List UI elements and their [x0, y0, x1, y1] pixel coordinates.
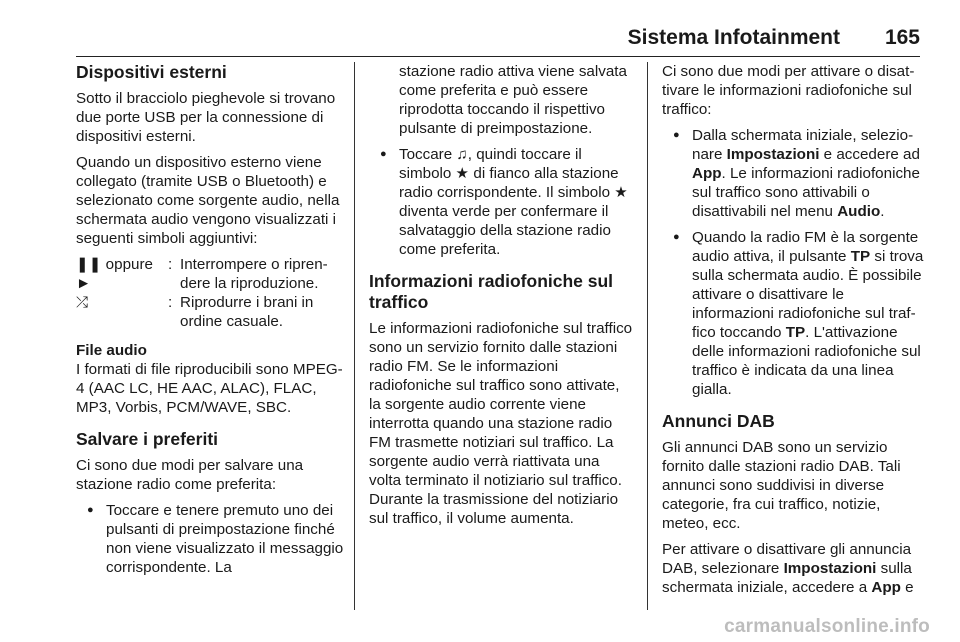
heading-file-audio: File audio [76, 342, 147, 359]
button-term: TP [785, 324, 806, 341]
paragraph-dab-1: Gli annunci DAB sono un servizio fornito dalle stazioni radio DAB. Tali annunci sono suddivisi in diverse categorie, fra cui traffico, notizie, meteo, ecc. [662, 439, 901, 532]
bullet-list [662, 126, 926, 399]
list-item: ● Toccare e tenere premuto uno dei pulsanti di preimpostazione finché non viene visualizzato il messaggio corrispondente. La [76, 501, 344, 577]
symbol-description: Interrompere o riprendere la riproduzione. [180, 256, 328, 292]
header-title: Sistema Infotainment [627, 26, 840, 49]
column-divider-2 [647, 62, 648, 610]
list-item: ● Dalla schermata iniziale, selezionare Impostazioni e accedere ad App. Le informazioni radiofoniche sul traffico sono attivabili o disattivabili nel menu Audio. [662, 126, 926, 221]
menu-term: Impostazioni [783, 560, 877, 577]
heading-informazioni-traffico: Informazioni radiofoniche sul traffico [369, 271, 614, 312]
menu-term: App [871, 579, 901, 596]
column-1 [76, 62, 344, 585]
bullet-list [369, 145, 635, 259]
paragraph-dispositivo-esterno: Quando un dispositivo esterno viene collegato (tramite USB o Bluetooth) e selezionato come sorgente audio, nella schermata audio vengono visualizzati i seguenti simboli aggiuntivi: [76, 154, 340, 247]
paragraph-usb: Sotto il bracciolo pieghevole si trovano due porte USB per la connessione di dispositivi esterni. [76, 90, 336, 145]
symbol-row: ❚❚ oppure ► : Interrompere o riprendere la riproduzione. [76, 255, 344, 293]
paragraph-modi-disattivare: Ci sono due modi per attivare o disattivare le informazioni radiofoniche sul traffico: [662, 63, 915, 118]
button-term: TP [850, 248, 871, 265]
paragraph-salvare: Ci sono due modi per salvare una stazione radio come preferita: [76, 457, 304, 493]
heading-annunci-dab: Annunci DAB [662, 411, 775, 431]
column-3 [662, 62, 926, 604]
list-item-continued: stazione radio attiva viene salvata come preferita e può essere riprodotta toccando il rispettivo pulsante di preimpostazione. [399, 63, 627, 137]
watermark: carmanualsonline.info [724, 616, 930, 637]
symbol-table [76, 255, 344, 331]
pause-play-icon: ❚❚ oppure ► [76, 256, 153, 292]
symbol-row: ⤮ : Riprodurre i brani in ordine casuale. [76, 293, 344, 331]
page-number: 165 [884, 26, 920, 49]
list-item: ● Toccare ♫, quindi toccare il simbolo ★ di fianco alla stazione radio corrispondente. Il simbolo ★ diventa verde per confermare il salvataggio della stazione radio come preferita. [369, 145, 635, 259]
symbol-description: Riprodurre i brani in ordine casuale. [180, 294, 314, 330]
heading-salvare-preferiti: Salvare i preferiti [76, 429, 219, 449]
menu-term: Audio [837, 203, 881, 220]
bullet-list [76, 501, 344, 577]
column-2 [369, 62, 635, 535]
page-header [76, 26, 920, 57]
heading-dispositivi-esterni: Dispositivi esterni [76, 62, 227, 82]
list-item: ● Quando la radio FM è la sorgente audio attiva, il pulsante TP si trova sulla schermata audio. È possibile attivare o disattivare le informazioni radiofoniche sul traffico toccando TP. L'attivazione delle informazioni radiofoniche sul traffico è indicata da una linea gialla. [662, 228, 926, 399]
menu-term: Impostazioni [726, 146, 820, 163]
paragraph-informazioni-traffico: Le informazioni radiofoniche sul traffico sono un servizio fornito dalle stazioni radio FM. Se le informazioni radiofoniche sul traffico sono attivate, la sorgente audio corrente viene interrotta quando una stazione radio FM trasmette notiziari sul traffico. La sorgente audio verrà riattivata una volta terminato il notiziario sul traffico. Durante la trasmissione del notiziario sul traffico, il volume aumenta. [369, 320, 633, 527]
shuffle-icon: ⤮ [76, 294, 89, 311]
paragraph-dab-2: Per attivare o disattivare gli annuncia DAB, selezionare Impostazioni sulla schermata iniziale, accedere a App e [662, 541, 914, 596]
column-divider-1 [354, 62, 355, 610]
menu-term: App [692, 165, 722, 182]
paragraph-file-audio: I formati di file riproducibili sono MPEG-4 (AAC LC, HE AAC, ALAC), FLAC, MP3, Vorbis, PCM/WAVE, SBC. [76, 361, 343, 416]
